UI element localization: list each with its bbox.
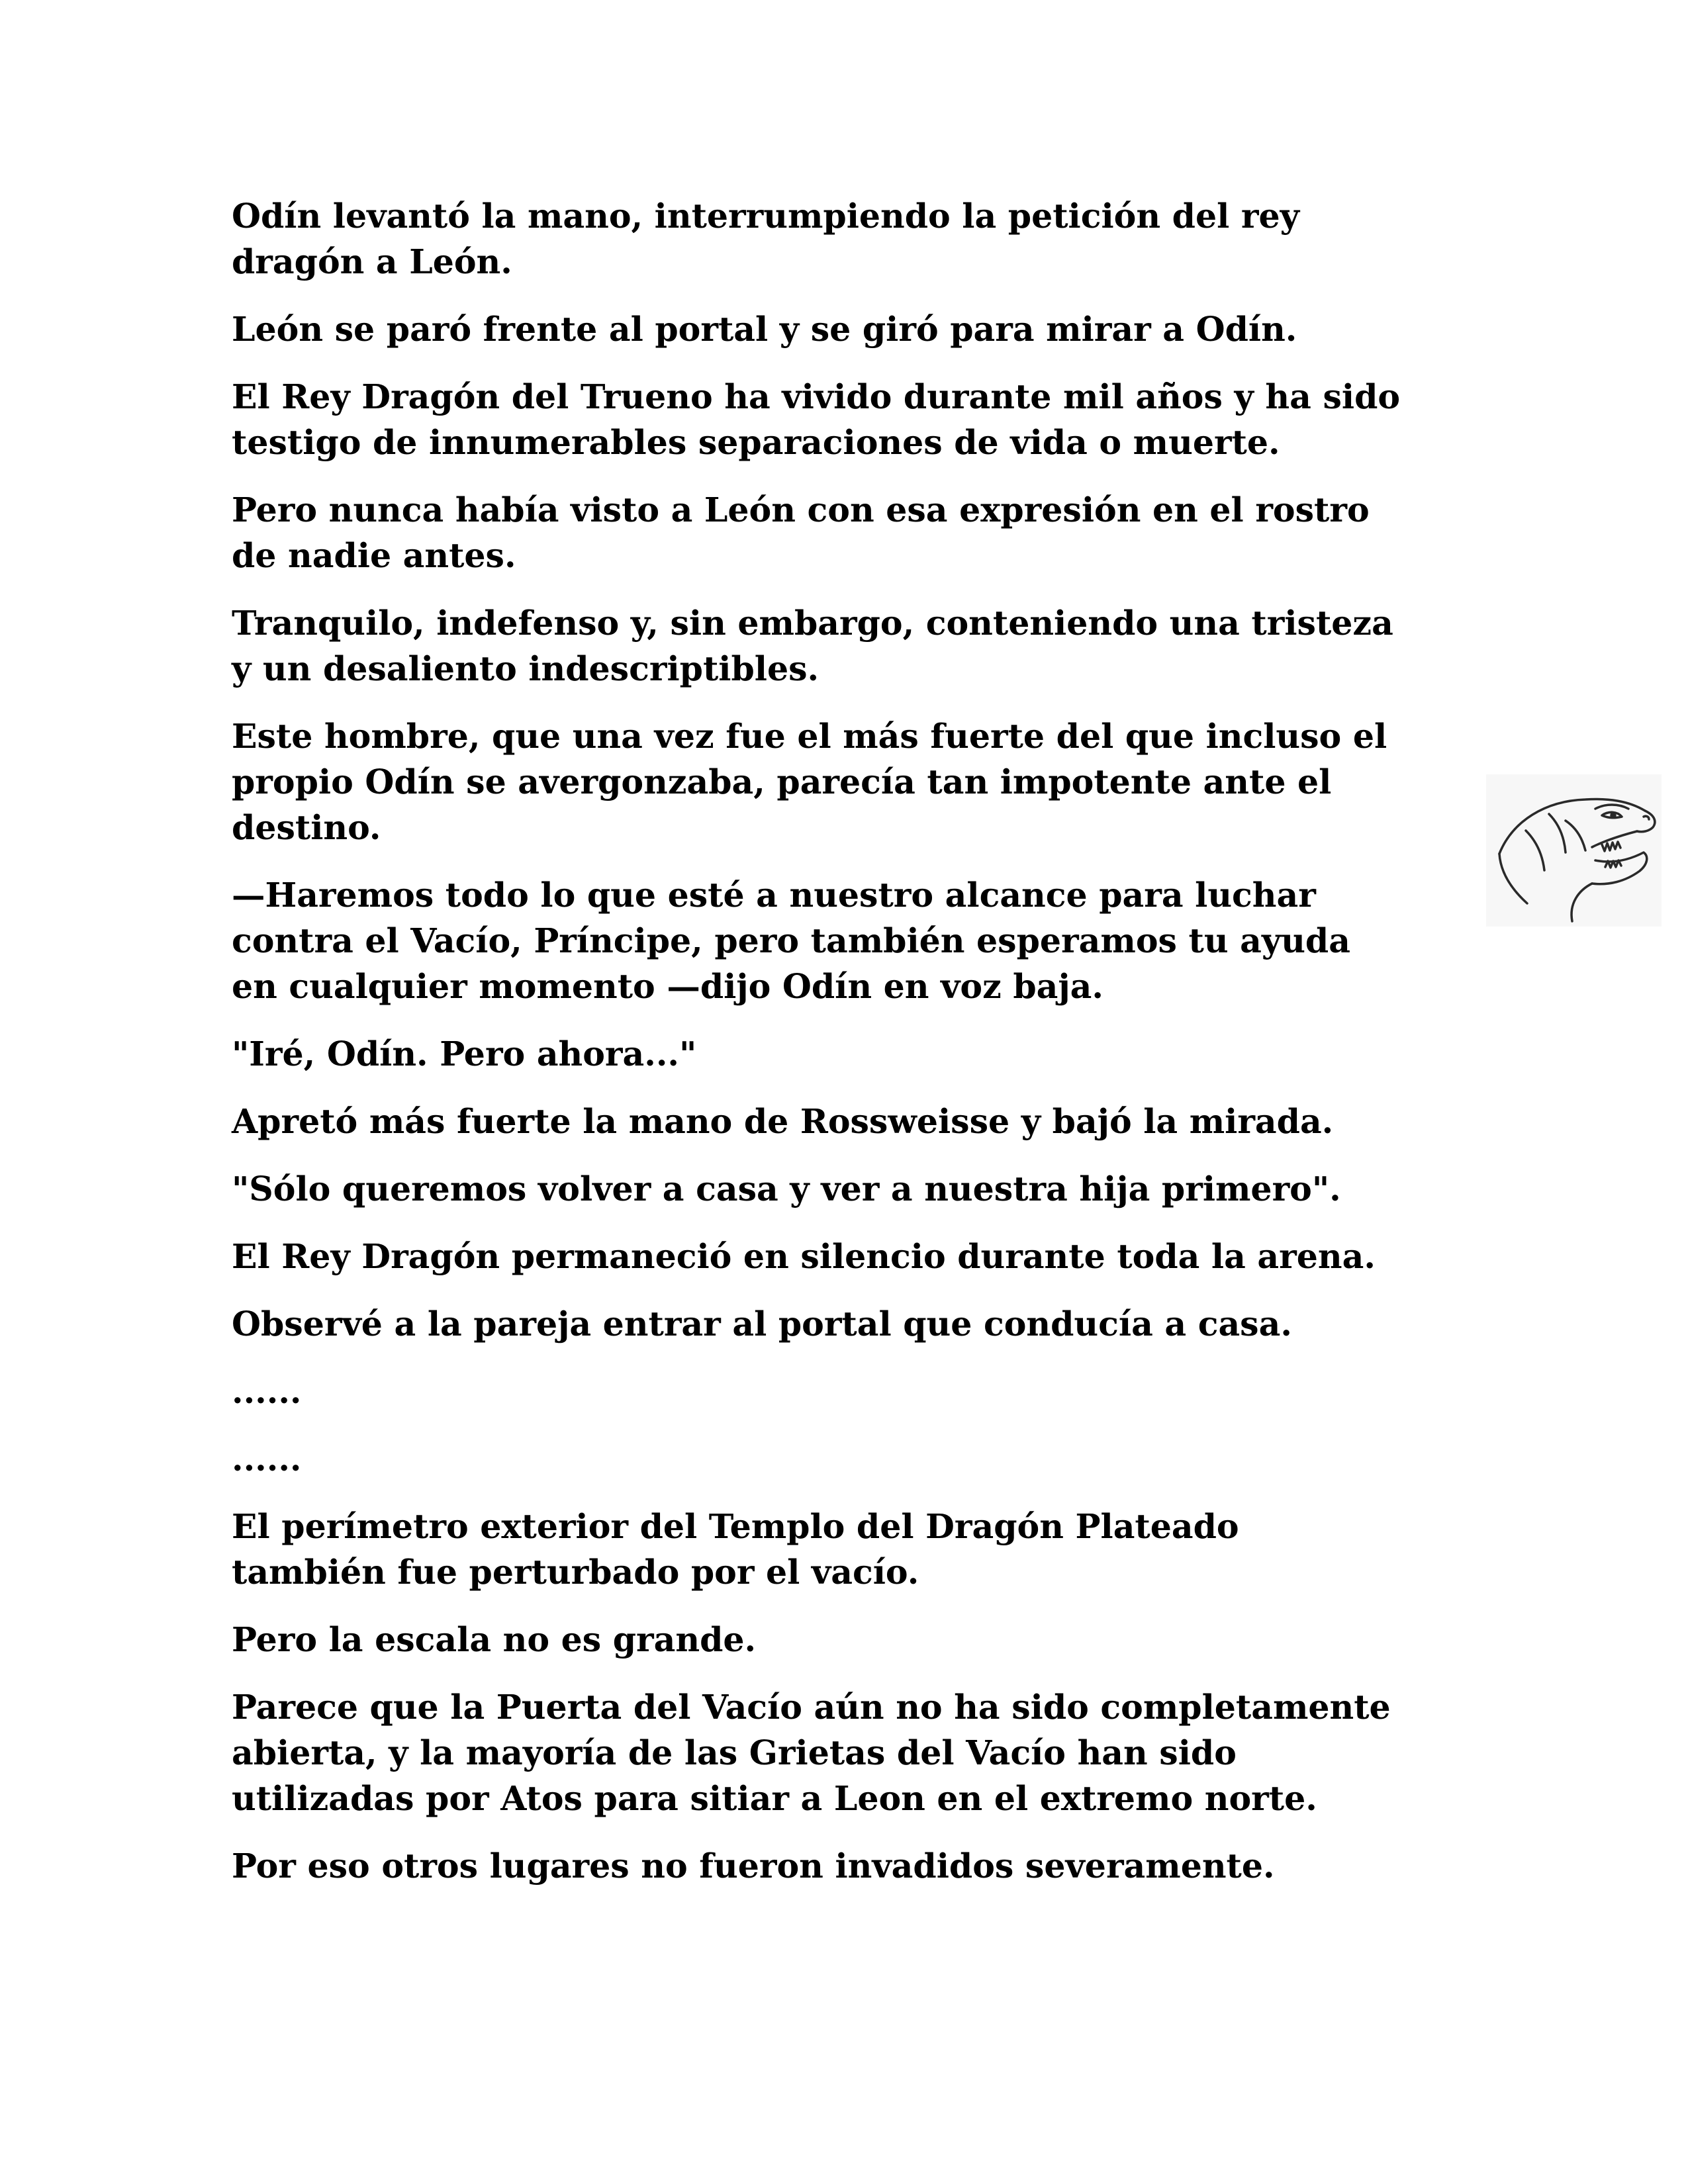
paragraph: "Iré, Odín. Pero ahora..." bbox=[232, 1034, 697, 1073]
paragraph: Por eso otros lugares no fueron invadidos severamente. bbox=[232, 1846, 1275, 1886]
paragraph: "Sólo queremos volver a casa y ver a nuestra hija primero". bbox=[232, 1169, 1341, 1208]
paragraph: Parece que la Puerta del Vacío aún no ha sido completamente abierta, y la mayoría de las Grietas del Vacío han sido utilizadas por Atos para sitiar a Leon en el extremo norte. bbox=[232, 1688, 1391, 1818]
ellipsis-separator: ...... bbox=[232, 1439, 302, 1479]
ellipsis-separator: ...... bbox=[232, 1372, 302, 1411]
paragraph: Apretó más fuerte la mano de Rossweisse y bajó la mirada. bbox=[232, 1102, 1334, 1141]
paragraph: —Haremos todo lo que esté a nuestro alcance para luchar contra el Vacío, Príncipe, pero también esperamos tu ayuda en cualquier momento —dijo Odín en voz baja. bbox=[232, 876, 1350, 1006]
paragraph: El perímetro exterior del Templo del Dragón Plateado también fue perturbado por el vacío. bbox=[232, 1507, 1239, 1592]
paragraph: Tranquilo, indefenso y, sin embargo, conteniendo una tristeza y un desaliento indescriptibles. bbox=[232, 604, 1393, 688]
paragraph: Odín levantó la mano, interrumpiendo la petición del rey dragón a León. bbox=[232, 197, 1299, 281]
paragraph: Pero nunca había visto a León con esa expresión en el rostro de nadie antes. bbox=[232, 490, 1370, 575]
body-text bbox=[232, 193, 1476, 1911]
dinosaur-head-sketch-icon bbox=[1486, 774, 1662, 927]
paragraph: El Rey Dragón del Trueno ha vivido durante mil años y ha sido testigo de innumerables separaciones de vida o muerte. bbox=[232, 377, 1401, 462]
paragraph: León se paró frente al portal y se giró para mirar a Odín. bbox=[232, 310, 1297, 349]
paragraph: El Rey Dragón permaneció en silencio durante toda la arena. bbox=[232, 1237, 1376, 1276]
paragraph: Pero la escala no es grande. bbox=[232, 1620, 757, 1659]
paragraph: Observé a la pareja entrar al portal que conducía a casa. bbox=[232, 1304, 1292, 1343]
paragraph: Este hombre, que una vez fue el más fuerte del que incluso el propio Odín se avergonzaba, parecía tan impotente ante el destino. bbox=[232, 717, 1387, 847]
